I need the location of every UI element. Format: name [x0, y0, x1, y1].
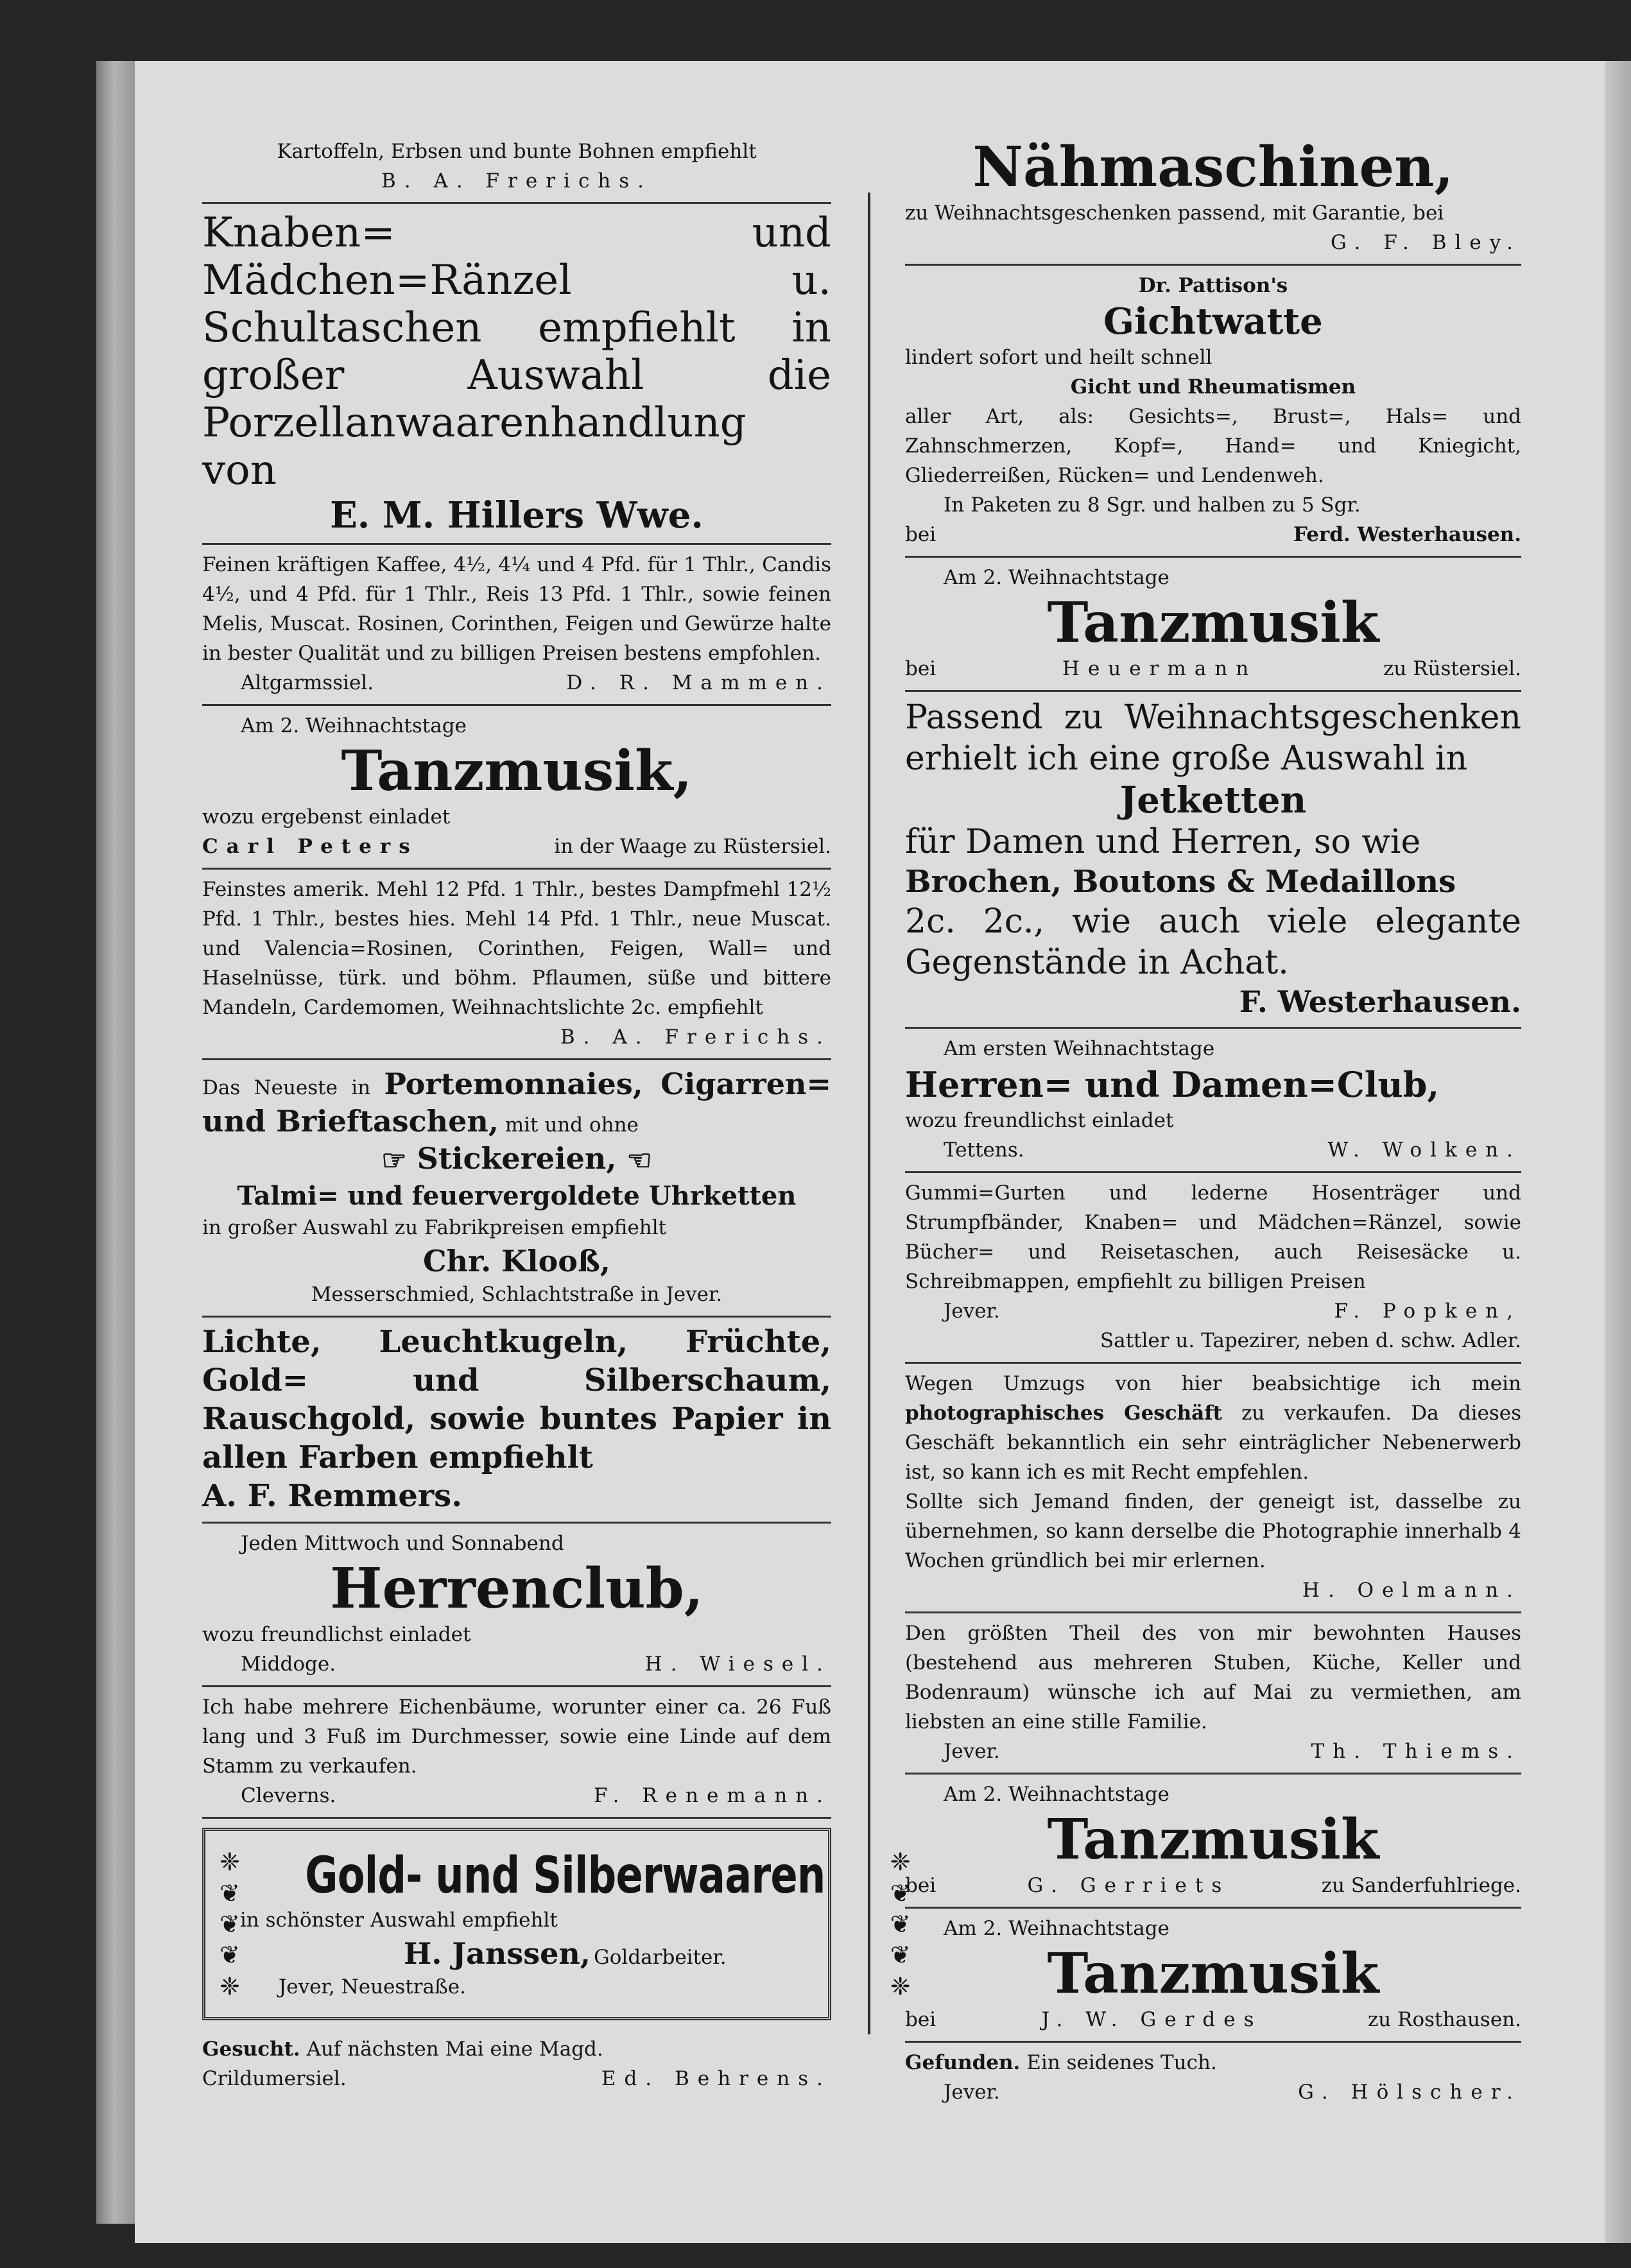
- ad-footer: [202, 2064, 831, 2093]
- ad-text: in großer Auswahl zu Fabrikpreisen empfiehlt: [202, 1216, 667, 1239]
- ornament-icon: ❦: [890, 1941, 911, 1970]
- ad-text-line: [202, 2034, 831, 2064]
- ad-text-part: Wegen Umzugs von hier beabsichtige ich mein: [905, 1372, 1521, 1395]
- ad-signature: G. Gerriets: [1027, 1874, 1230, 1897]
- ad-text: für Damen und Herren, so wie: [905, 823, 1421, 861]
- ornament-icon: ❈: [220, 1972, 240, 2000]
- ornament-icon: ❦: [890, 1909, 911, 1938]
- ad-signature: Th. Thiems.: [1311, 1740, 1521, 1763]
- ad-lead: Gefunden.: [905, 2051, 1021, 2074]
- pointing-hand-left-icon: ☜: [626, 1144, 652, 1177]
- ad-bei: bei: [905, 657, 936, 680]
- ad-place: Jever.: [944, 1740, 1000, 1763]
- ad-jewellery: [240, 1846, 890, 2002]
- ad-text-part: zu verkaufen. Da dieses Geschäft bekanntlich ein sehr einträglicher Nebenerwerb ist, so kann ich es mit Recht empfehlen.: [905, 1402, 1521, 1484]
- ad-signature: F. Westerhausen.: [1239, 984, 1521, 1019]
- ad-gout-wadding: [905, 266, 1521, 558]
- ad-place: Tettens.: [944, 1138, 1024, 1162]
- ad-text: Gummi=Gurten und lederne Hosenträger und Strumpfbänder, Knaben= und Mädchen=Ränzel, sowie Bücher= und Reisetaschen, auch Reisesäcke u. Schreibmappen, empfiehlt zu billigen Preisen: [905, 1181, 1521, 1293]
- ad-pretitle: Am 2. Weihnachtstage: [944, 1917, 1169, 1940]
- ad-location: zu Rüstersiel.: [1383, 657, 1521, 680]
- ad-text: Knaben= und Mädchen=Ränzel u. Schultaschen empfiehlt in großer Auswahl die Porzellanwaarenhandlung von: [202, 209, 831, 494]
- ad-title: Tanzmusik: [1047, 1807, 1379, 1872]
- ad-herrenclub: [202, 1524, 831, 1687]
- ad-text: zu Weihnachtsgeschenken passend, mit Garantie, bei: [905, 202, 1444, 225]
- pointing-hand-right-icon: ☞: [381, 1144, 407, 1177]
- ad-footer: [202, 668, 831, 698]
- ornament-border-left: [220, 1846, 240, 2002]
- ad-text: Sollte sich Jemand finden, der geneigt ist, dasselbe zu übernehmen, so kann derselbe die Photographie innerhalb 4 Wochen gründlich bei mir erlernen.: [905, 1490, 1521, 1572]
- ad-place: Middoge.: [241, 1653, 336, 1676]
- ad-pretitle: Am 2. Weihnachtstage: [944, 566, 1169, 589]
- ad-bold-text: Portemonnaies, Cigarren= und Brieftaschen,: [202, 1067, 831, 1138]
- ad-signature: H. Oelmann.: [1302, 1579, 1521, 1602]
- ad-pretitle: Dr. Pattison's: [1138, 274, 1288, 297]
- ad-footer: [905, 1135, 1521, 1165]
- ad-club-tettens: [905, 1029, 1521, 1173]
- ad-bei: bei: [905, 523, 936, 546]
- ad-text: Das Neueste in: [202, 1076, 371, 1099]
- ad-text: Passend zu Weihnachtsgeschenken erhielt ich eine große Auswahl in: [905, 698, 1521, 778]
- ad-found-cloth: [905, 2043, 1521, 2113]
- ad-place: Jever.: [944, 2081, 1000, 2104]
- ornament-icon: ❦: [890, 1878, 911, 1907]
- ad-signature: D. R. Mammen.: [566, 671, 831, 694]
- ad-address: Jever, Neuestraße.: [278, 1975, 466, 1998]
- ad-dance-gerriets: [905, 1774, 1521, 1909]
- ad-signature: Chr. Klooß,: [423, 1244, 610, 1278]
- ad-text: Auf nächsten Mai eine Magd.: [306, 2038, 603, 2061]
- ad-text: Feinstes amerik. Mehl 12 Pfd. 1 Thlr., bestes Dampfmehl 12½ Pfd. 1 Thlr., bestes hies. Mehl 14 Pfd. 1 Thlr., neue Muscat. und Valencia=Rosinen, Corinthen, Feigen, Wall= und Haselnüsse, türk. und böhm. Pflaumen, süße und bittere Mandeln, Cardemomen, Weihnachtslichte 2c. empfiehlt: [202, 878, 831, 1019]
- ad-title: Herren= und Damen=Club,: [905, 1064, 1440, 1105]
- ad-footer: [905, 654, 1521, 683]
- ad-signature: B. A. Frerichs.: [560, 1026, 831, 1049]
- ad-signature: H. Janssen,: [403, 1936, 591, 1971]
- ornament-icon: ❈: [890, 1848, 911, 1877]
- ad-title: Gichtwatte: [1103, 300, 1323, 343]
- ad-oak-trees: [202, 1687, 831, 1819]
- ad-pretitle: Jeden Mittwoch und Sonnabend: [241, 1532, 564, 1555]
- ad-text: Den größten Theil des von mir bewohnten Hauses (bestehend aus mehreren Stuben, Küche, Keller und Bodenraum) wünsche ich auf Mai zu vermiethen, am liebsten an eine stille Familie.: [905, 1622, 1521, 1733]
- ad-photography-business: [905, 1364, 1521, 1613]
- ad-footer: [905, 1871, 1521, 1900]
- ad-place: Jever.: [944, 1300, 1000, 1323]
- ad-place: Altgarmssiel.: [241, 671, 374, 694]
- ad-bold-text: Brochen, Boutons & Medaillons: [905, 864, 1456, 900]
- ad-footer: [905, 1737, 1521, 1766]
- ad-signature: Ed. Behrens.: [601, 2067, 831, 2090]
- ad-title: Gold- und Silberwaaren: [305, 1847, 825, 1905]
- ad-maid-wanted: [202, 2029, 831, 2100]
- ad-text-line: [905, 2048, 1521, 2077]
- ad-title: Jetketten: [1119, 779, 1307, 821]
- ad-jet-chains: [905, 692, 1521, 1029]
- ad-location: zu Sanderfuhlriege.: [1321, 1874, 1521, 1897]
- ad-signature: F. Popken,: [1334, 1300, 1521, 1323]
- left-column: [202, 132, 911, 2100]
- ad-signature: B. A. Frerichs.: [381, 169, 653, 193]
- ad-footer: [905, 520, 1521, 549]
- ad-pretitle: Am 2. Weihnachtstage: [944, 1783, 1169, 1806]
- ad-title: Tanzmusik: [1047, 590, 1379, 655]
- ad-bold-text: photographisches Geschäft: [905, 1402, 1222, 1425]
- ad-signature: Heuermann: [1062, 657, 1257, 680]
- ad-text: Ein seidenes Tuch.: [1026, 2051, 1217, 2074]
- ad-text: 2c. 2c., wie auch viele elegante Gegenstände in Achat.: [905, 902, 1521, 982]
- ad-coffee: [202, 545, 831, 706]
- ad-signature: F. Renemann.: [593, 1784, 831, 1807]
- ad-text: mit und ohne: [505, 1113, 639, 1137]
- ad-jewellery-frame: [202, 1828, 911, 2020]
- ad-sewing-machines: [905, 132, 1521, 266]
- ornament-icon: ❦: [220, 1941, 240, 1970]
- ad-bold-text: Gicht und Rheumatismen: [1070, 375, 1356, 399]
- page-edge: [1605, 61, 1631, 2243]
- ad-text: Feinen kräftigen Kaffee, 4½, 4¼ und 4 Pfd. für 1 Thlr., Candis 4½, und 4 Pfd. für 1 Thlr., Reis 13 Pfd. 1 Thlr., sowie feinen Melis, Muscat. Rosinen, Corinthen, Feigen und Gewürze halte in bester Qualität und zu billigen Preisen bestens empfohlen.: [202, 553, 831, 665]
- ad-footer: [905, 1296, 1521, 1326]
- ad-signature: Carl Peters: [202, 835, 419, 858]
- ad-text: in schönster Auswahl empfiehlt: [239, 1909, 558, 1932]
- ad-house-rent: [905, 1613, 1521, 1774]
- ad-text: Ich habe mehrere Eichenbäume, worunter einer ca. 26 Fuß lang und 3 Fuß im Durchmesser, sowie eine Linde auf dem Stamm zu verkaufen.: [202, 1696, 831, 1778]
- ad-place: Crildumersiel.: [202, 2067, 347, 2090]
- ad-text: In Paketen zu 8 Sgr. und halben zu 5 Sgr.: [944, 494, 1361, 517]
- ad-pretitle: Am ersten Weihnachtstage: [944, 1037, 1215, 1060]
- ad-bei: bei: [905, 1874, 936, 1897]
- ad-signature: G. Hölscher.: [1298, 2081, 1521, 2104]
- ad-text: Lichte, Leuchtkugeln, Früchte, Gold= und Silberschaum, Rauschgold, sowie buntes Papier in allen Farben empfiehlt: [202, 1324, 831, 1475]
- ad-text-line: [202, 1065, 831, 1140]
- ad-embroidery-line: [202, 1140, 831, 1180]
- ad-text: [905, 1369, 1521, 1487]
- ad-suspenders: [905, 1173, 1521, 1364]
- ad-place: Cleverns.: [241, 1784, 336, 1807]
- ad-dance-peters: [202, 706, 831, 870]
- ad-title: Tanzmusik: [1047, 1941, 1379, 2006]
- ad-signature: A. F. Remmers.: [202, 1478, 462, 1514]
- ad-signature: G. F. Bley.: [1330, 231, 1521, 254]
- ad-subline: Messerschmied, Schlachtstraße in Jever.: [311, 1283, 723, 1306]
- ad-signature: J. W. Gerdes: [1041, 2008, 1263, 2031]
- ad-text: wozu freundlichst einladet: [202, 1623, 471, 1646]
- ornament-icon: ❈: [890, 1972, 911, 2000]
- ad-title: Nähmaschinen,: [972, 135, 1454, 200]
- ad-signature: E. M. Hillers Wwe.: [330, 494, 703, 537]
- right-column: [905, 132, 1521, 2113]
- ad-footer: [905, 2077, 1521, 2107]
- ad-title: Tanzmusik,: [341, 739, 693, 803]
- ad-signature-line: [240, 1935, 890, 1972]
- ornament-icon: ❦: [220, 1909, 240, 1938]
- ornament-icon: ❦: [220, 1878, 240, 1907]
- ornament-icon: ❈: [220, 1848, 240, 1877]
- ad-footer: [202, 832, 831, 861]
- ad-subline: Sattler u. Tapezirer, neben d. schw. Adler.: [1100, 1329, 1521, 1352]
- ad-text: Kartoffeln, Erbsen und bunte Bohnen empfiehlt: [277, 140, 757, 163]
- ad-bold-text: Talmi= und feuervergoldete Uhrketten: [237, 1181, 797, 1211]
- ad-bold-text: Stickereien,: [417, 1141, 617, 1176]
- ad-text: lindert sofort und heilt schnell: [905, 346, 1212, 369]
- ad-text: wozu freundlichst einladet: [905, 1109, 1174, 1132]
- ad-footer: [202, 1781, 831, 1810]
- ad-role: Goldarbeiter.: [593, 1946, 727, 1969]
- ad-signature: H. Wiesel.: [644, 1653, 831, 1676]
- ad-text: wozu ergebenst einladet: [202, 805, 451, 829]
- ad-footer: [202, 1649, 831, 1679]
- ad-location: zu Rosthausen.: [1367, 2008, 1521, 2031]
- ad-signature: W. Wolken.: [1327, 1138, 1521, 1162]
- ad-text: aller Art, als: Gesichts=, Brust=, Hals= und Zahnschmerzen, Kopf=, Hand= und Kniegicht, Gliederreißen, Rücken= und Lendenweh.: [905, 405, 1521, 487]
- column-divider: [868, 193, 870, 2034]
- ad-dance-gerdes: [905, 1909, 1521, 2043]
- ad-candles: [202, 1318, 831, 1524]
- ad-satchels: [202, 204, 831, 545]
- ad-lead: Gesucht.: [202, 2038, 300, 2061]
- ad-potatoes: [202, 132, 831, 204]
- ad-signature: Ferd. Westerhausen.: [1293, 523, 1521, 546]
- ad-purses: [202, 1060, 831, 1318]
- ad-bei: bei: [905, 2008, 936, 2031]
- ad-dance-heuermann: [905, 558, 1521, 692]
- ad-footer: [905, 2005, 1521, 2034]
- ad-flour: [202, 870, 831, 1060]
- ad-pretitle: Am 2. Weihnachtstage: [241, 714, 467, 737]
- ad-location: in der Waage zu Rüstersiel.: [554, 835, 831, 858]
- ad-title: Herrenclub,: [330, 1556, 703, 1621]
